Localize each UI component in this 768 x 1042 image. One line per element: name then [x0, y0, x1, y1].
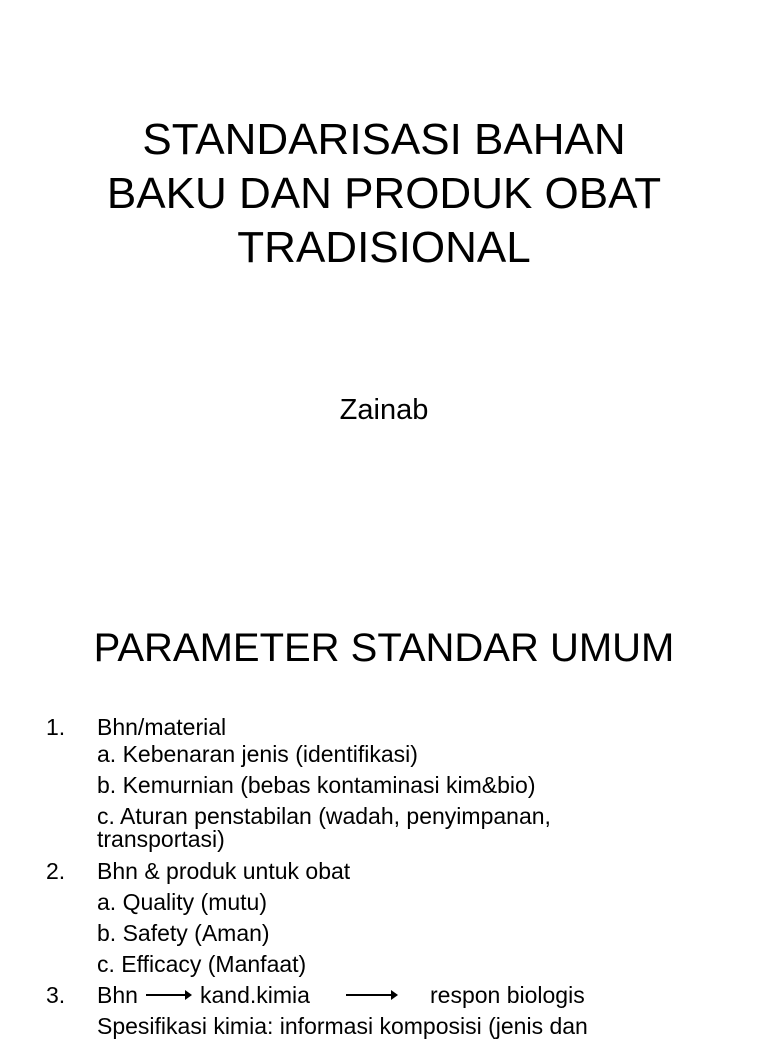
- title-line: BAKU DAN PRODUK OBAT: [106, 169, 662, 218]
- list-item-text: Bhn & produk untuk obat: [97, 858, 351, 884]
- list-item-number: 1.: [46, 714, 66, 740]
- parameter-list: [0, 708, 768, 1042]
- slide-heading: PARAMETER STANDAR UMUM: [93, 626, 675, 670]
- list-subitem: [0, 770, 768, 801]
- list-subitem: [0, 801, 768, 851]
- list-subitem-text: c. Aturan penstabilan (wadah, penyimpanan,: [97, 803, 551, 829]
- list-item: [0, 856, 768, 887]
- list-subitem: [0, 949, 768, 980]
- flow-step: Bhn: [97, 982, 138, 1008]
- list-subitem-text: c. Efficacy (Manfaat): [97, 951, 307, 977]
- list-subitem-text: b. Kemurnian (bebas kontaminasi kim&bio): [97, 772, 536, 798]
- list-subitem: [0, 739, 768, 770]
- title-line: STANDARISASI BAHAN: [142, 115, 626, 164]
- list-subitem-continuation: transportasi): [97, 826, 225, 852]
- list-subitem: [0, 887, 768, 918]
- list-item-number: 3.: [46, 982, 66, 1008]
- list-item-text: Bhn/material: [97, 714, 227, 740]
- right-arrow-icon: [146, 994, 190, 996]
- flow-step: respon biologis: [430, 982, 585, 1008]
- slide-title-text: [0, 113, 768, 275]
- title-line: TRADISIONAL: [237, 223, 531, 272]
- list-item-continuation: [0, 1011, 768, 1042]
- author-name: Zainab: [339, 394, 429, 426]
- list-item-number: 2.: [46, 858, 66, 884]
- list-subitem-text: a. Quality (mutu): [97, 889, 267, 915]
- right-arrow-icon: [346, 994, 396, 996]
- list-item: [0, 980, 768, 1011]
- list-subitem: [0, 918, 768, 949]
- flow-step: kand.kimia: [200, 982, 310, 1008]
- slide-parameters: [0, 576, 768, 1039]
- list-item-continuation-text: Spesifikasi kimia: informasi komposisi (jenis dan: [97, 1013, 588, 1039]
- list-subitem-text: b. Safety (Aman): [97, 920, 270, 946]
- list-subitem-text: a. Kebenaran jenis (identifikasi): [97, 741, 418, 767]
